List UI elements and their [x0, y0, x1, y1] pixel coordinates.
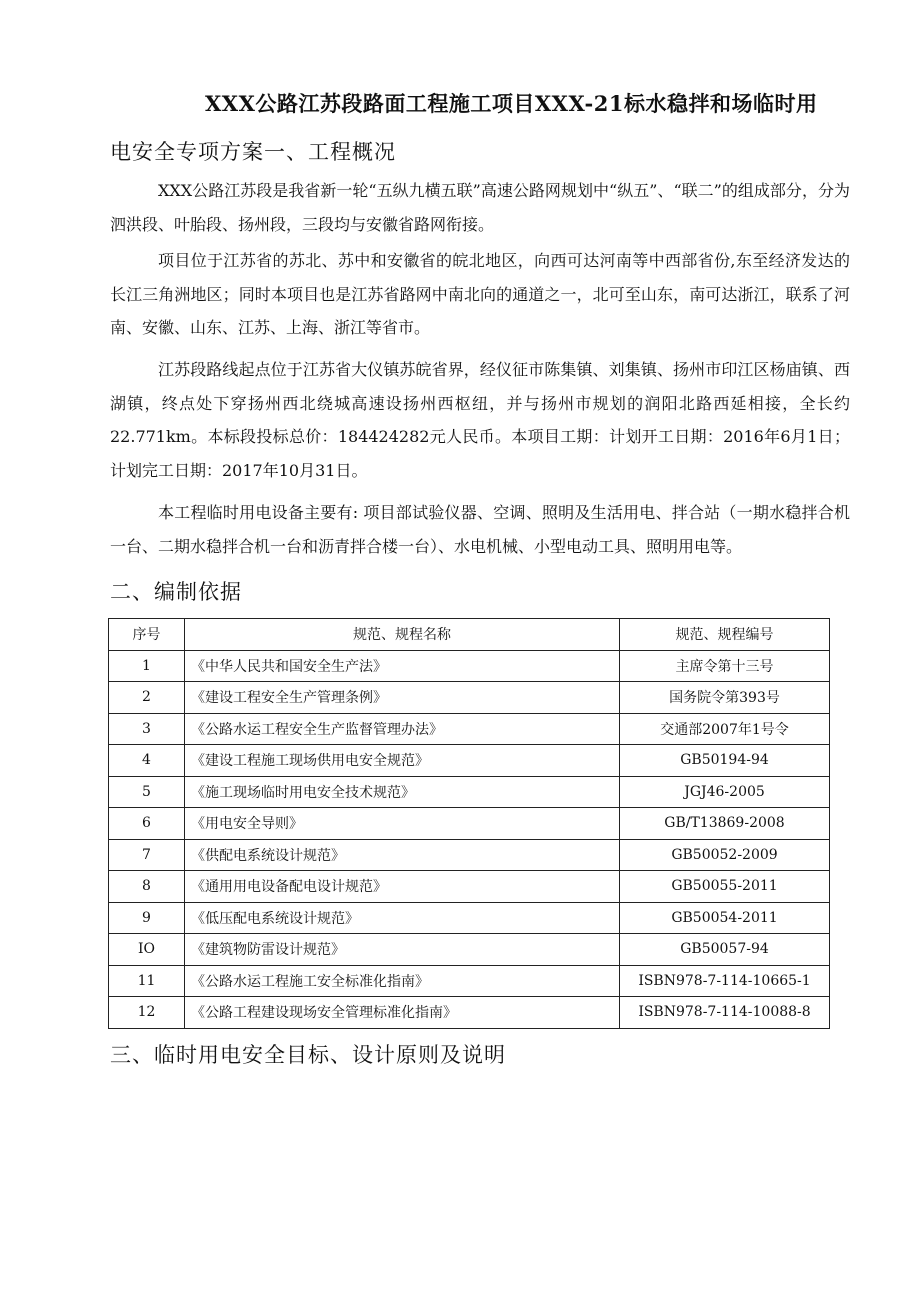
table-row — [109, 965, 830, 997]
row-code: JGJ46-2005 — [620, 776, 830, 808]
table-row — [109, 997, 830, 1029]
table-row — [109, 682, 830, 714]
row-name: 《建设工程施工现场供用电安全规范》 — [185, 745, 620, 777]
row-no: 5 — [109, 776, 185, 808]
row-code: GB50054-2011 — [620, 902, 830, 934]
row-code: ISBN978-7-114-10665-1 — [620, 965, 830, 997]
row-code: 交通部2007年1号令 — [620, 713, 830, 745]
table-header-row — [109, 619, 830, 651]
row-name: 《公路工程建设现场安全管理标准化指南》 — [185, 997, 620, 1029]
row-name: 《公路水运工程安全生产监督管理办法》 — [185, 713, 620, 745]
document-title-line2: 电安全专项方案一、工程概况 — [110, 140, 396, 164]
row-name: 《建筑物防雷设计规范》 — [185, 934, 620, 966]
row-code: GB50055-2011 — [620, 871, 830, 903]
paragraph-route: 江苏段路线起点位于江苏省大仪镇苏皖省界，经仪征市陈集镇、刘集镇、扬州市印江区杨庙镇、西湖镇，终点处下穿扬州西北绕城高速设扬州西枢纽，并与扬州市规划的润阳北路西延相接，全长约22.771km。本标段投标总价：184424282元人民币。本项目工期：计划开工日期：2016年6月1日；计划完工日期：2017年10月31日。 — [110, 360, 850, 480]
row-no: 8 — [109, 871, 185, 903]
table-row — [109, 839, 830, 871]
header-no: 序号 — [109, 619, 185, 651]
row-name: 《供配电系统设计规范》 — [185, 839, 620, 871]
row-no: IO — [109, 934, 185, 966]
row-no: 7 — [109, 839, 185, 871]
row-no: 1 — [109, 650, 185, 682]
row-name: 《中华人民共和国安全生产法》 — [185, 650, 620, 682]
row-no: 2 — [109, 682, 185, 714]
table-row — [109, 808, 830, 840]
row-name: 《低压配电系统设计规范》 — [185, 902, 620, 934]
row-no: 9 — [109, 902, 185, 934]
row-no: 11 — [109, 965, 185, 997]
section-heading-safety-goals: 三、临时用电安全目标、设计原则及说明 — [110, 1043, 506, 1067]
table-row — [109, 871, 830, 903]
document-title-line1: XXX公路江苏段路面工程施工项目XXX-21标水稳拌和场临时用 — [205, 91, 818, 116]
row-code: 主席令第十三号 — [620, 650, 830, 682]
table-row — [109, 902, 830, 934]
section-heading-basis: 二、编制依据 — [110, 580, 242, 604]
row-code: GB50057-94 — [620, 934, 830, 966]
row-name: 《建设工程安全生产管理条例》 — [185, 682, 620, 714]
table-row — [109, 650, 830, 682]
row-code: ISBN978-7-114-10088-8 — [620, 997, 830, 1029]
row-code: GB50194-94 — [620, 745, 830, 777]
table-row — [109, 934, 830, 966]
row-name: 《施工现场临时用电安全技术规范》 — [185, 776, 620, 808]
row-name: 《通用用电设备配电设计规范》 — [185, 871, 620, 903]
row-no: 6 — [109, 808, 185, 840]
row-code: GB50052-2009 — [620, 839, 830, 871]
header-code: 规范、规程编号 — [620, 619, 830, 651]
row-code: GB/T13869-2008 — [620, 808, 830, 840]
table-row — [109, 713, 830, 745]
row-no: 3 — [109, 713, 185, 745]
table-row — [109, 776, 830, 808]
row-code: 国务院令第393号 — [620, 682, 830, 714]
row-name: 《用电安全导则》 — [185, 808, 620, 840]
standards-table — [108, 618, 830, 1029]
table-row — [109, 745, 830, 777]
paragraph-location: 项目位于江苏省的苏北、苏中和安徽省的皖北地区，向西可达河南等中西部省份,东至经济发达的长江三角洲地区；同时本项目也是江苏省路网中南北向的通道之一，北可至山东，南可达浙江，联系了河南、安徽、山东、江苏、上海、浙江等省市。 — [110, 251, 850, 337]
paragraph-overview: XXX公路江苏段是我省新一轮“五纵九横五联”高速公路网规划中“纵五”、“联二”的组成部分，分为泗洪段、叶胎段、扬州段，三段均与安徽省路网衔接。 — [110, 181, 850, 234]
row-no: 12 — [109, 997, 185, 1029]
header-name: 规范、规程名称 — [185, 619, 620, 651]
paragraph-equipment: 本工程临时用电设备主要有: 项目部试验仪器、空调、照明及生活用电、拌合站（一期水稳拌合机一台、二期水稳拌合机一台和沥青拌合楼一台）、水电机械、小型电动工具、照明用电等。 — [110, 503, 850, 556]
row-name: 《公路水运工程施工安全标准化指南》 — [185, 965, 620, 997]
row-no: 4 — [109, 745, 185, 777]
